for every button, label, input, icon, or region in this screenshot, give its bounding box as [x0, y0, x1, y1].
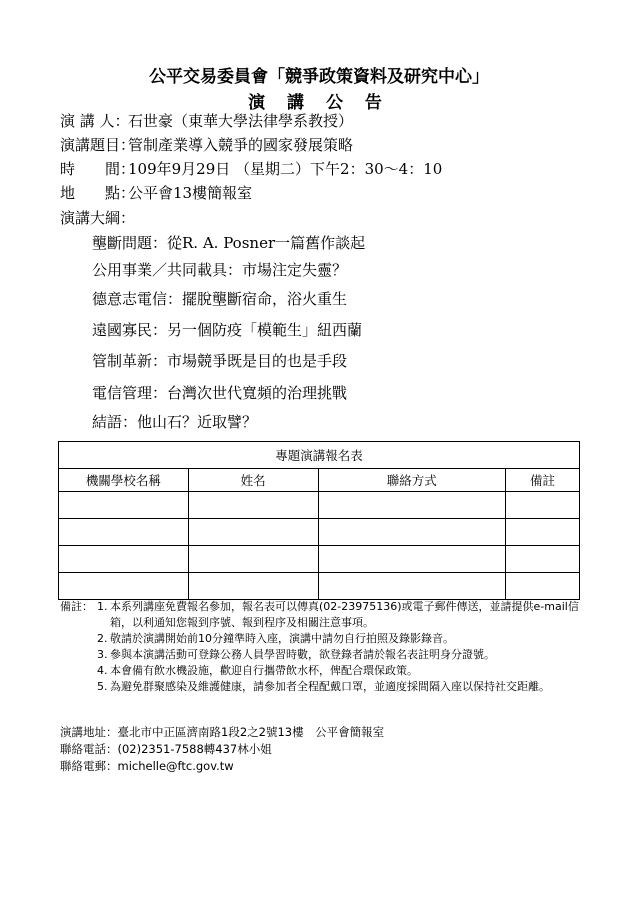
note-number: 5. — [97, 680, 108, 693]
info-topic — [60, 135, 353, 155]
table-cell[interactable] — [318, 573, 506, 600]
note-item — [97, 631, 580, 647]
note-text: 為避免群聚感染及維護健康，請參加者全程配戴口罩，並適度採間隔入座以保持社交距離。 — [110, 680, 550, 693]
page-title: 公平交易委員會「競爭政策資料及研究中心」 — [149, 67, 489, 87]
table-row — [59, 573, 580, 600]
note-text: 敬請於演講開始前10分鐘準時入座，演講中請勿自行拍照及錄影錄音。 — [110, 632, 454, 645]
info-time — [60, 159, 442, 179]
outline-item: 結語：他山石？近取譬？ — [92, 413, 258, 431]
outline-item: 壟斷問題：從R. A. Posner一篇舊作談起 — [92, 234, 366, 252]
contact-phone: 聯絡電話：(02)2351-7588轉437林小姐 — [60, 742, 272, 756]
info-value: 公平會13樓簡報室 — [128, 184, 253, 202]
note-item — [97, 679, 580, 695]
info-label: 地 點： — [60, 184, 136, 202]
column-header-remarks: 備註 — [506, 469, 580, 492]
info-speaker — [60, 111, 353, 131]
info-value: 石世豪（東華大學法律學系教授） — [128, 112, 354, 130]
note-item — [97, 599, 580, 631]
note-number: 4. — [97, 664, 108, 677]
outline-item: 管制革新：市場競爭既是目的也是手段 — [92, 352, 348, 370]
contact-email[interactable]: 聯絡電郵：michelle@ftc.gov.tw — [60, 759, 234, 773]
info-label: 演 講 人： — [60, 112, 130, 130]
note-text: 本系列講座免費報名參加，報名表可以傳真(02-23975136)或電子郵件傳送，並請提供e-mail信箱，以利通知您報到序號、報到程序及相關注意事項。 — [110, 600, 579, 629]
table-cell[interactable] — [506, 519, 580, 546]
outline-item: 公用事業／共同載具：市場注定失靈？ — [92, 261, 348, 279]
info-label: 演講大綱： — [60, 209, 136, 227]
info-location — [60, 183, 252, 203]
table-cell[interactable] — [506, 573, 580, 600]
table-row — [59, 492, 580, 519]
page-subtitle: 演 講 公 告 — [248, 93, 390, 113]
table-cell[interactable] — [59, 519, 189, 546]
info-value: 管制產業導入競爭的國家發展策略 — [128, 136, 354, 154]
table-row — [59, 519, 580, 546]
outline-item: 電信管理：台灣次世代寬頻的治理挑戰 — [92, 384, 348, 402]
note-number: 1. — [97, 600, 108, 613]
table-cell[interactable] — [188, 492, 318, 519]
table-cell[interactable] — [188, 519, 318, 546]
table-cell[interactable] — [59, 492, 189, 519]
notes-section — [60, 599, 580, 695]
notes-label: 備註： — [60, 600, 93, 613]
column-header-name: 姓名 — [188, 469, 318, 492]
table-cell[interactable] — [188, 573, 318, 600]
info-label: 時 間： — [60, 160, 136, 178]
table-cell[interactable] — [59, 546, 189, 573]
info-value: 109年9月29日 （星期二）下午2：30～4：10 — [128, 160, 443, 178]
table-cell[interactable] — [318, 546, 506, 573]
registration-caption: 專題演講報名表 — [59, 442, 580, 469]
registration-table — [58, 441, 580, 600]
table-cell[interactable] — [506, 492, 580, 519]
contact-section — [60, 724, 384, 775]
table-cell[interactable] — [318, 492, 506, 519]
outline-item: 遠國寡民：另一個防疫「模範生」紐西蘭 — [92, 321, 363, 339]
note-text: 本會備有飲水機設施，歡迎自行攜帶飲水杯，俾配合環保政策。 — [110, 664, 418, 677]
note-number: 3. — [97, 648, 108, 661]
outline-item: 德意志電信：擺脫壟斷宿命，浴火重生 — [92, 290, 348, 308]
table-cell[interactable] — [318, 519, 506, 546]
note-item — [97, 647, 580, 663]
table-row — [59, 546, 580, 573]
table-cell[interactable] — [59, 573, 189, 600]
column-header-contact: 聯絡方式 — [318, 469, 506, 492]
contact-address: 演講地址：臺北市中正區濟南路1段2之2號13樓 公平會簡報室 — [60, 725, 385, 739]
note-number: 2. — [97, 632, 108, 645]
note-item — [97, 663, 580, 679]
table-cell[interactable] — [188, 546, 318, 573]
note-text: 參與本演講活動可登錄公務人員學習時數，欲登錄者請於報名表註明身分證號。 — [110, 648, 495, 661]
table-cell[interactable] — [506, 546, 580, 573]
column-header-organization: 機關學校名稱 — [59, 469, 189, 492]
info-outline-heading — [60, 208, 136, 228]
info-label: 演講題目： — [60, 136, 136, 154]
